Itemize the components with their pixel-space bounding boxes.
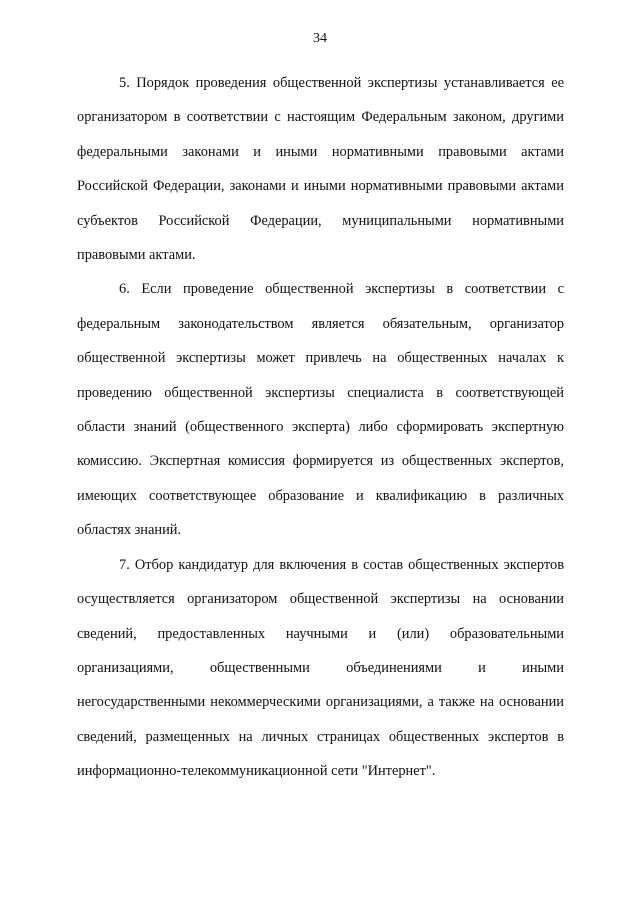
paragraph-6: 6. Если проведение общественной экспертизы в соответствии с федеральным законодательством является обязательным, организатор общественной экспертизы может привлечь на общественных началах к проведению общественной экспертизы специалиста в соответствующей области знаний (общественного эксперта) либо сформировать экспертную комиссию. Экспертная комиссия формируется из общественных экспертов, имеющих соответствующее образование и квалификацию в различных областях знаний. [77, 281, 564, 539]
page-number: 34 [313, 31, 327, 46]
paragraph-7: 7. Отбор кандидатур для включения в состав общественных экспертов осуществляется организатором общественной экспертизы на основании сведений, предоставленных научными и (или) образовательными организациями, общественными объединениями и иными негосударственными некоммерческими организациями, а также на основании сведений, размещенных на личных страницах общественных экспертов в информационно-телекоммуникационной сети "Интернет". [77, 556, 564, 780]
document-body [77, 66, 564, 789]
paragraph-5: 5. Порядок проведения общественной экспертизы устанавливается ее организатором в соответствии с настоящим Федеральным законом, другими федеральными законами и иными нормативными правовыми актами Российской Федерации, законами и иными нормативными правовыми актами субъектов Российской Федерации, муниципальными нормативными правовыми актами. [77, 75, 564, 264]
